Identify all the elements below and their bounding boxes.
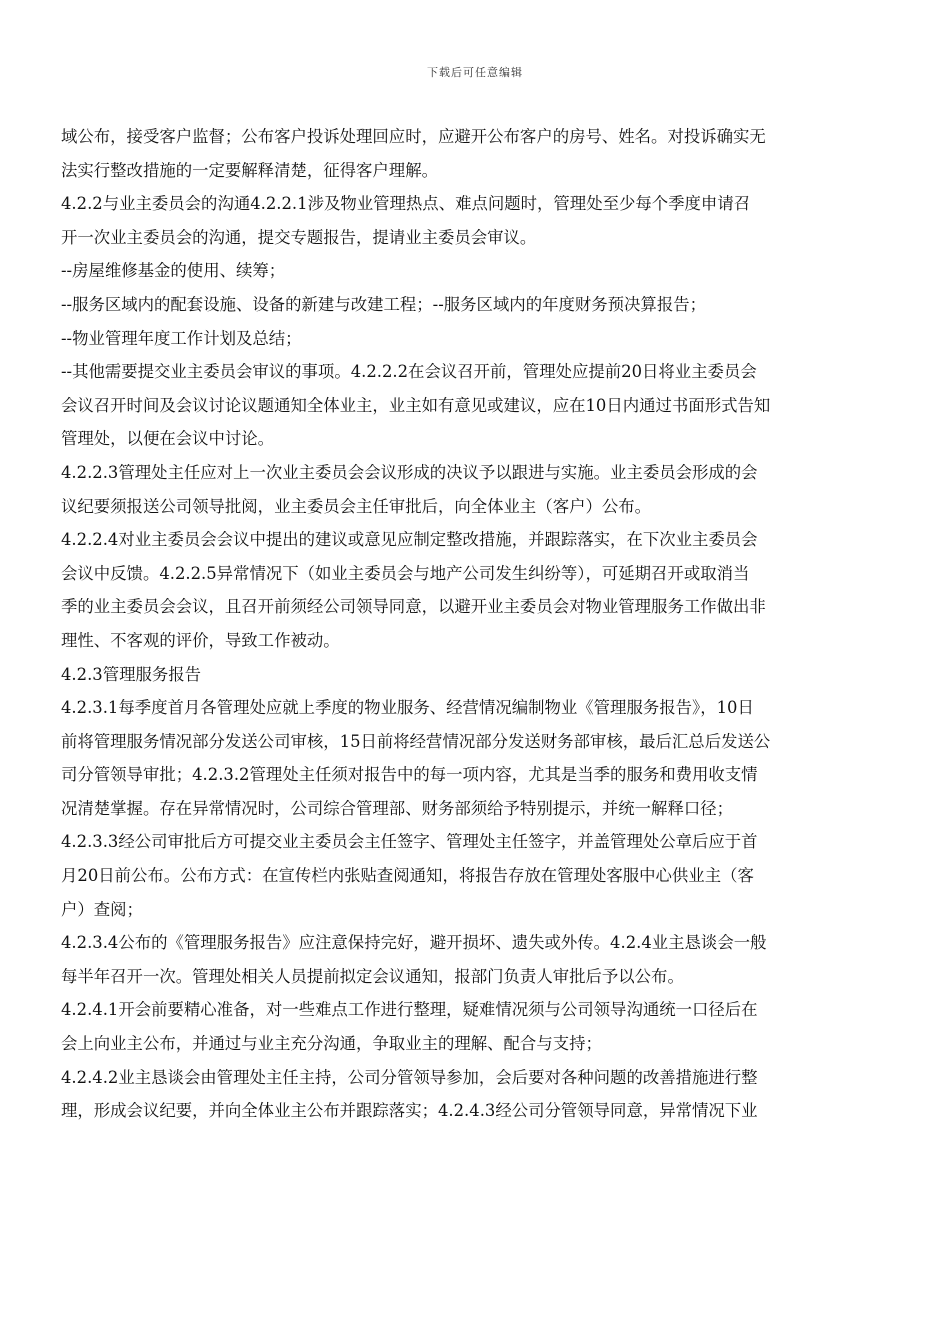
text-line: 4.2.2与业主委员会的沟通4.2.2.1涉及物业管理热点、难点问题时，管理处至少每个季度申请召 xyxy=(61,194,751,214)
text-line: 域公布，接受客户监督；公布客户投诉处理回应时，应避开公布客户的房号、姓名。对投诉确实无 xyxy=(61,127,766,146)
text-line: 每半年召开一次。管理处相关人员提前拟定会议通知，报部门负责人审批后予以公布。 xyxy=(61,966,684,986)
text-line: --房屋维修基金的使用、续筹； xyxy=(61,261,286,281)
text-line: 季的业主委员会会议，且召开前须经公司领导同意，以避开业主委员会对物业管理服务工作做出非 xyxy=(61,597,766,617)
text-line: 4.2.4.2业主恳谈会由管理处主任主持，公司分管领导参加，会后要对各种问题的改善措施进行整 xyxy=(61,1067,758,1087)
text-line: 会上向业主公布，并通过与业主充分沟通，争取业主的理解、配合与支持； xyxy=(61,1034,602,1054)
text-line: 司分管领导审批；4.2.3.2管理处主任须对报告中的每一项内容，尤其是当季的服务和费用收支情 xyxy=(61,765,758,785)
page-header: 下载后可任意编辑 xyxy=(427,66,523,79)
text-line: --物业管理年度工作计划及总结； xyxy=(61,328,302,348)
text-line: 4.2.2.4对业主委员会会议中提出的建议或意见应制定整改措施，并跟踪落实，在下次业主委员会 xyxy=(61,530,758,550)
text-line: 管理处，以便在会议中讨论。 xyxy=(61,429,275,449)
section-heading: 4.2.3管理服务报告 xyxy=(61,664,202,684)
text-line: --服务区域内的配套设施、设备的新建与改建工程；--服务区域内的年度财务预决算报告； xyxy=(61,294,706,314)
text-line: 4.2.3.1每季度首月各管理处应就上季度的物业服务、经营情况编制物业《管理服务报告》，10日 xyxy=(61,698,754,718)
text-line: 理，形成会议纪要，并向全体业主公布并跟踪落实；4.2.4.3经公司分管领导同意，异常情况下业 xyxy=(61,1101,758,1121)
text-line: 理性、不客观的评价，导致工作被动。 xyxy=(61,630,340,650)
text-line: 况清楚掌握。存在异常情况时，公司综合管理部、财务部须给予特别提示，并统一解释口径； xyxy=(61,798,734,818)
text-line: 4.2.3.3经公司审批后方可提交业主委员会主任签字、管理处主任签字，并盖管理处公章后应于首 xyxy=(61,832,758,852)
text-line: 议纪要须报送公司领导批阅，业主委员会主任审批后，向全体业主（客户）公布。 xyxy=(61,496,652,516)
text-line: 4.2.2.3管理处主任应对上一次业主委员会会议形成的决议予以跟进与实施。业主委员会形成的会 xyxy=(61,462,758,482)
document-body xyxy=(61,120,891,1128)
text-line: 4.2.4.1开会前要精心准备，对一些难点工作进行整理，疑难情况须与公司领导沟通统一口径后在 xyxy=(61,1000,758,1020)
text-line: 法实行整改措施的一定要解释清楚，征得客户理解。 xyxy=(61,160,438,180)
text-line: 开一次业主委员会的沟通，提交专题报告，提请业主委员会审议。 xyxy=(61,227,537,247)
text-line: 户）查阅； xyxy=(61,899,143,919)
text-line: 4.2.3.4公布的《管理服务报告》应注意保持完好，避开损坏、遗失或外传。4.2.4业主恳谈会一般 xyxy=(61,933,767,953)
text-line: 月20日前公布。公布方式：在宣传栏内张贴查阅通知，将报告存放在管理处客服中心供业主（客 xyxy=(61,866,754,886)
text-line: 会议召开时间及会议讨论议题通知全体业主，业主如有意见或建议，应在10日内通过书面形式告知 xyxy=(61,395,771,415)
text-line: 前将管理服务情况部分发送公司审核，15日前将经营情况部分发送财务部审核，最后汇总后发送公 xyxy=(61,731,771,751)
text-line: 会议中反馈。4.2.2.5异常情况下（如业主委员会与地产公司发生纠纷等），可延期召开或取消当 xyxy=(61,563,750,583)
text-line: --其他需要提交业主委员会审议的事项。4.2.2.2在会议召开前，管理处应提前20日将业主委员会 xyxy=(61,362,757,382)
